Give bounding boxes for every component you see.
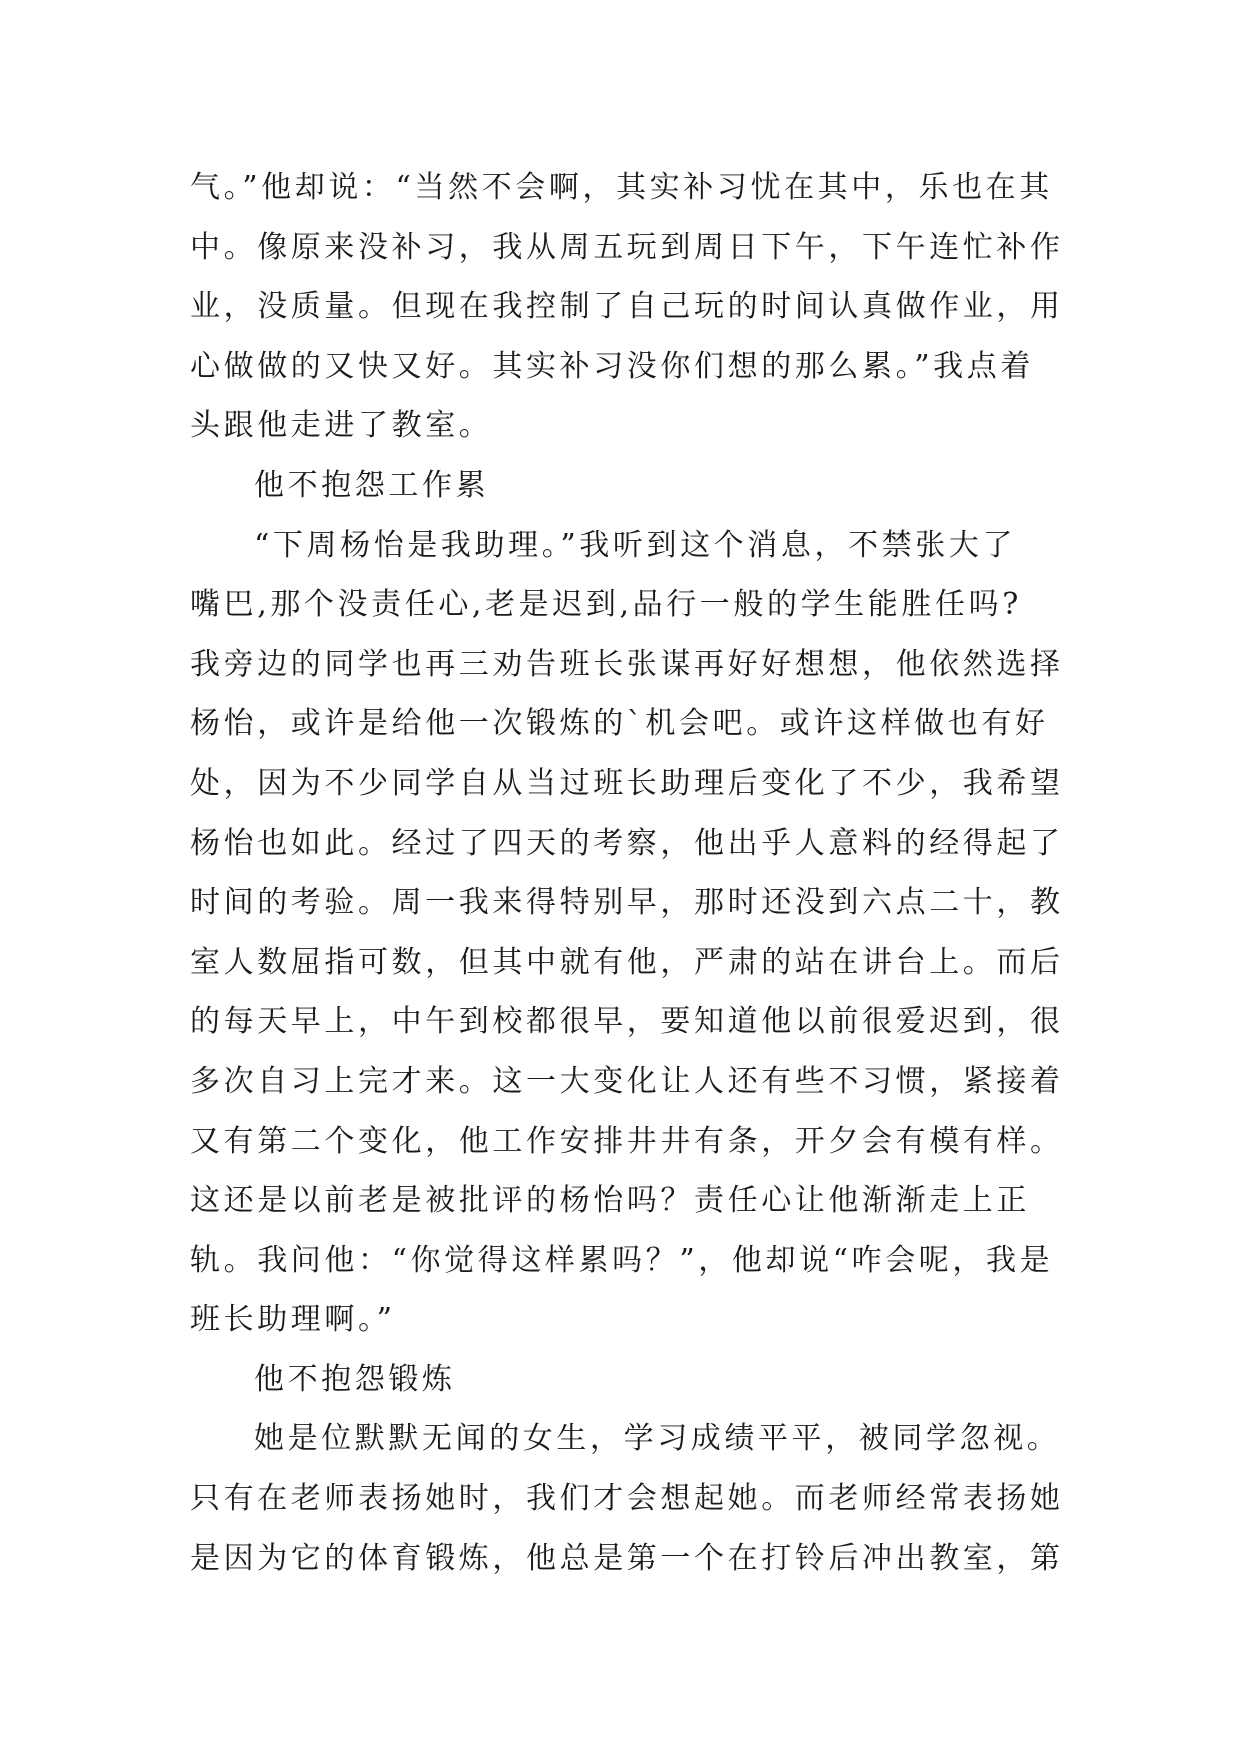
text-line: 室人数屈指可数，但其中就有他，严肃的站在讲台上。而后 bbox=[190, 944, 1064, 980]
text-line: 这还是以前老是被批评的杨怡吗？责任心让他渐渐走上正 bbox=[190, 1183, 1030, 1219]
text-line: 气。”他却说：“当然不会啊，其实补习忧在其中，乐也在其 bbox=[190, 170, 1053, 205]
section-heading: 他不抱怨工作累 bbox=[254, 467, 490, 503]
text-line: 中。像原来没补习，我从周五玩到周日下午，下午连忙补作 bbox=[190, 229, 1064, 265]
text-line: 班长助理啊。” bbox=[190, 1302, 396, 1338]
text-line: 是因为它的体育锻炼，他总是第一个在打铃后冲出教室，第 bbox=[190, 1540, 1064, 1576]
text-line: 杨怡也如此。经过了四天的考察，他出乎人意料的经得起了 bbox=[190, 825, 1064, 861]
body-text bbox=[190, 158, 1070, 1588]
text-line: 处，因为不少同学自从当过班长助理后变化了不少，我希望 bbox=[190, 765, 1064, 801]
text-line: 杨怡，或许是给他一次锻炼的`机会吧。或许这样做也有好 bbox=[190, 706, 1049, 742]
text-line: 头跟他走进了教室。 bbox=[190, 408, 493, 444]
text-line: 业，没质量。但现在我控制了自己玩的时间认真做作业，用 bbox=[190, 289, 1064, 325]
section-heading: 他不抱怨锻炼 bbox=[254, 1361, 456, 1397]
text-line: 轨。我问他：“你觉得这样累吗？”，他却说“咋会呢，我是 bbox=[190, 1242, 1054, 1278]
text-line: 时间的考验。周一我来得特别早，那时还没到六点二十，教 bbox=[190, 885, 1064, 921]
text-line: 嘴巴,那个没责任心,老是迟到,品行一般的学生能胜任吗? bbox=[190, 587, 1022, 623]
text-line: 的每天早上，中午到校都很早，要知道他以前很爱迟到，很 bbox=[190, 1004, 1064, 1040]
text-line: 多次自习上完才来。这一大变化让人还有些不习惯，紧接着 bbox=[190, 1063, 1064, 1099]
text-line: 又有第二个变化，他工作安排井井有条，开夕会有模有样。 bbox=[190, 1123, 1064, 1159]
text-line: 我旁边的同学也再三劝告班长张谋再好好想想，他依然选择 bbox=[190, 646, 1064, 682]
paragraph-start-line: 她是位默默无闻的女生，学习成绩平平，被同学忽视。 bbox=[254, 1421, 1061, 1457]
text-line: 只有在老师表扬她时，我们才会想起她。而老师经常表扬她 bbox=[190, 1481, 1064, 1517]
paragraph-start-line: “下周杨怡是我助理。”我听到这个消息，不禁张大了 bbox=[254, 527, 1017, 563]
text-line: 心做做的又快又好。其实补习没你们想的那么累。”我点着 bbox=[190, 348, 1034, 384]
